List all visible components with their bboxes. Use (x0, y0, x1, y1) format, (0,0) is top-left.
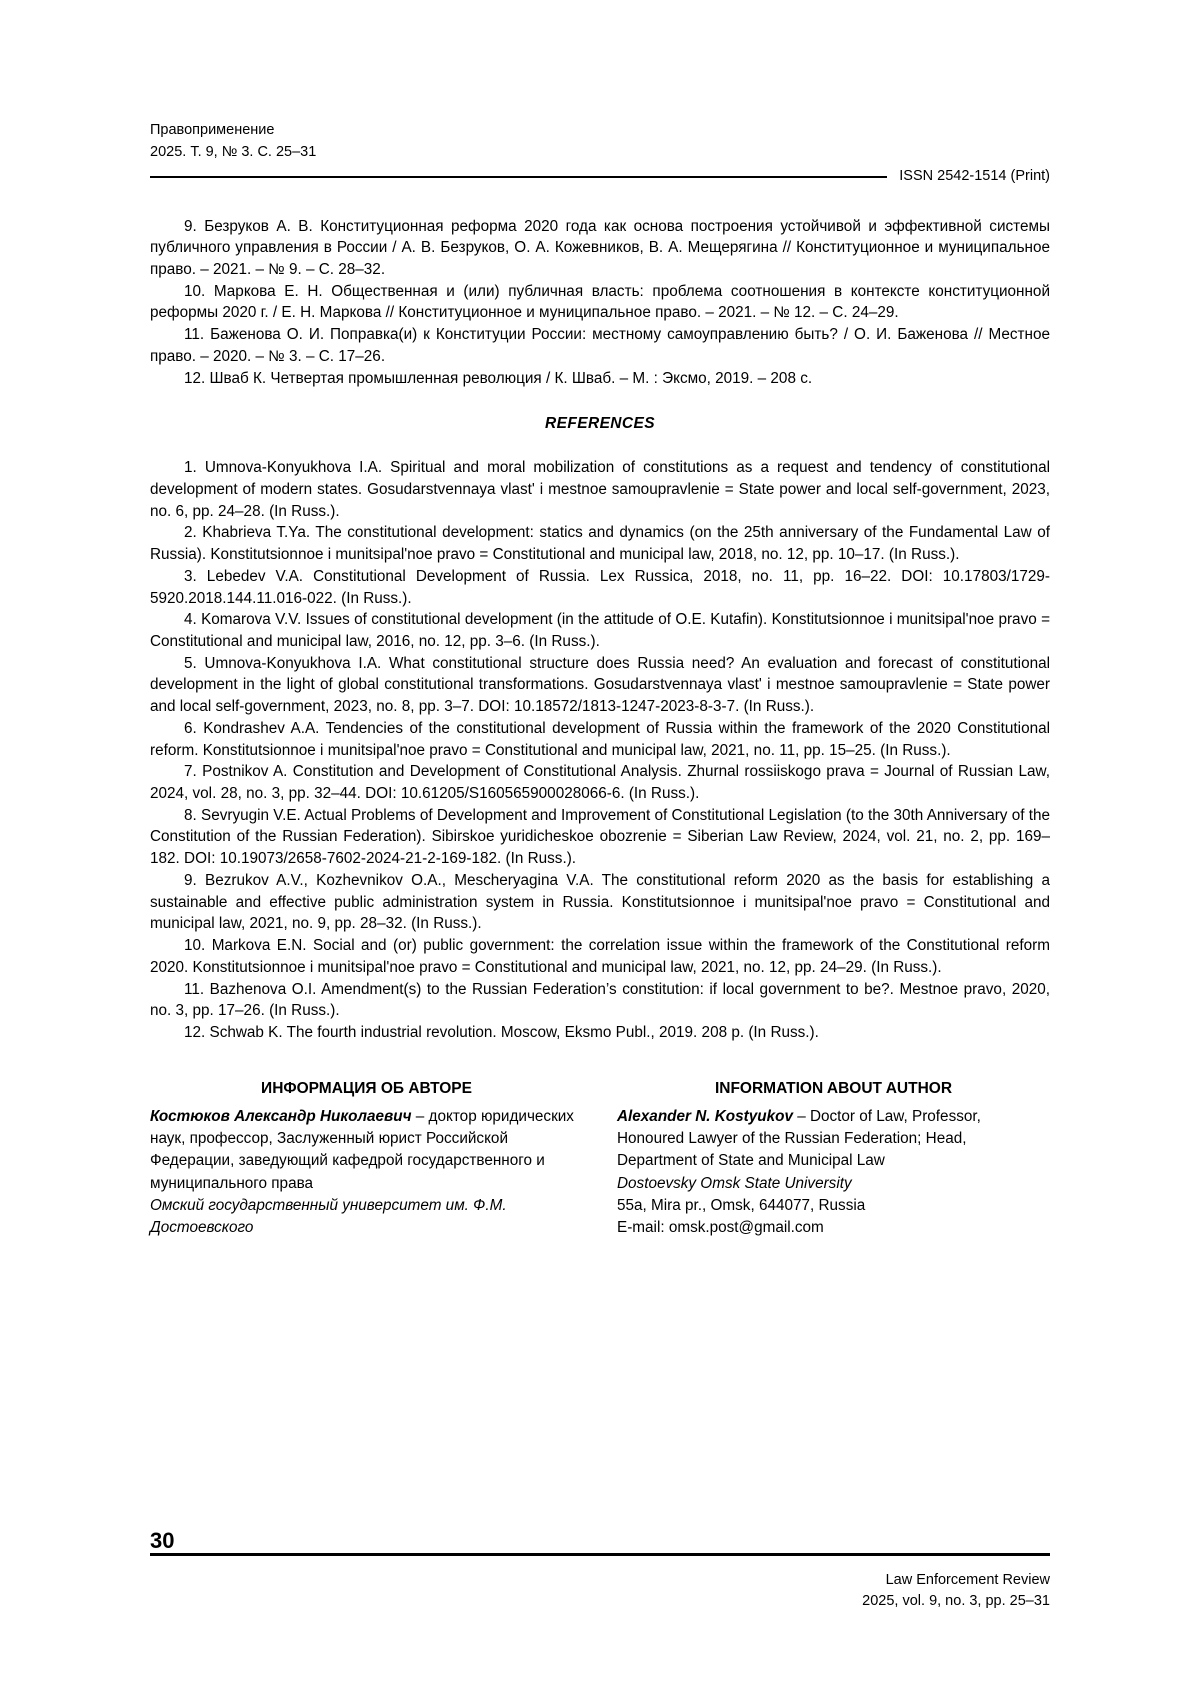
list-item (150, 653, 1050, 718)
reference-text: , 2023, no. 6, pp. 24–28. (In Russ.). (150, 480, 1051, 520)
reference-text: , 2021, no. 11, pp. 15–25. (In Russ.). (702, 741, 951, 759)
author-info-en (617, 1078, 1050, 1240)
reference-source-title: Sibirskoe yuridicheskoe obozrenie = Siberian Law Review (431, 828, 833, 846)
reference-source-title: Gosudarstvennaya vlast' i mestnoe samoupravlenie = State power and local self-government (367, 480, 1003, 498)
author-description-en: – Doctor of Law, Professor, Honoured Lawyer of the Russian Federation; Head, Department of State and Municipal Law (617, 1108, 981, 1170)
reference-text: , 2021, no. 9, pp. 28–32. (In Russ.). (240, 915, 482, 933)
references-heading: REFERENCES (545, 415, 655, 433)
issue-info-en: 2025, vol. 9, no. 3, pp. 25–31 (862, 1593, 1050, 1610)
reference-text: 10. Markova E.N. Social and (or) public government: the correlation issue within the framework of the Constitutional reform 2020. (150, 937, 1050, 976)
author-info-ru-body (150, 1106, 583, 1195)
reference-text: 5. Umnova-Konyukhova I.A. What constitutional structure does Russia need? An evaluation and forecast of constitutional development in the light of global constitutional transformations. (150, 654, 1050, 694)
journal-title-en: Law Enforcement Review (885, 1571, 1050, 1588)
list-item (150, 718, 1050, 761)
list-item (150, 609, 1050, 652)
author-description-ru: – доктор юридических наук, профессор, Заслуженный юрист Российской Федерации, заведующий кафедрой государственного и муниципального права (150, 1108, 574, 1192)
footer-journal-info (150, 1570, 1050, 1614)
author-info-en-title: INFORMATION ABOUT AUTHOR (714, 1079, 953, 1097)
reference-text: 12. Schwab K. (184, 1023, 287, 1041)
reference-text: 9. Bezrukov A.V., Kozhevnikov O.A., Mescheryagina V.A. The constitutional reform 2020 as the basis for establishing a sustainable and effective public administration system in Russia. (150, 871, 1050, 911)
reference-text: , 2024, vol. 21, no. 2, pp. 169–182. DOI: 10.19073/2658-7602-2024-21-2-169-182. (In Russ.). (150, 828, 1050, 868)
reference-source-title: Konstitutsionnoe i munitsipal'noe pravo = Constitutional and municipal law (150, 893, 1050, 933)
list-item: 12. Шваб К. Четвертая промышленная революция / К. Шваб. – М. : Эксмо, 2019. – 208 с. (184, 369, 813, 387)
list-item (150, 979, 1050, 1022)
reference-text: w, 2021, no. 12, pp. 24–29. (In Russ.). (682, 958, 942, 976)
reference-text: , 2020, no. 3, pp. 17–26. (In Russ.). (150, 980, 1050, 1020)
reference-source-title: Konstitutsionnoe i munitsipal'noe pravo = Constitutional and municipal law (202, 741, 703, 759)
author-address-en: 55a, Mira pr., Omsk, 644077, Russia (617, 1196, 866, 1214)
running-head (150, 120, 1050, 164)
reference-source-title: The fourth industrial revolution (286, 1023, 493, 1041)
reference-text: 7. Postnikov A. Constitution and Development of Constitutional Analysis. (184, 763, 688, 781)
author-name-ru: Костюков Александр Николаевич (150, 1108, 412, 1126)
list-item: 10. Маркова Е. Н. Общественная и (или) публичная власть: проблема соотношения в контексте конституционной реформы 2020 г. / Е. Н. Маркова // Конституционное и муниципальное право. – 2021. – № 12. – С. 24–29. (150, 282, 1050, 322)
reference-text: , 2023, no. 8, pp. 3–7. DOI: 10.18572/1813-1247-2023-8-3-7. (In Russ.). (325, 698, 815, 716)
reference-text: 2. Khabrieva T.Ya. The constitutional development: statics and dynamics (on the 25th anniversary of the Fundamental Law of Russia). (150, 524, 1050, 564)
list-item (150, 522, 1050, 565)
reference-text: 8. Sevryugin V.E. Actual Problems of Development and Improvement of Constitutional Legislation (to the 30th Anniversary of the Constitution of the Russian Federation). (150, 806, 1050, 846)
list-item (150, 935, 1050, 978)
list-item (150, 870, 1050, 935)
list-item (150, 761, 1050, 804)
author-information (150, 1078, 1050, 1240)
reference-text: 3. Lebedev V.A. Constitutional Development of Russia. (184, 567, 600, 585)
reference-source-title: Lex Russica (599, 567, 690, 585)
reference-text: , 2018, no. 11, pp. 16–22. DOI: 10.17803/1729-5920.2018.144.11.016-022. (In Russ.). (150, 567, 1050, 607)
header-rule-row (150, 166, 1050, 192)
reference-text: 6. Kondrashev A.A. Tendencies of the constitutional development of Russia within the framework of the 2020 Constitutional reform. (150, 719, 1050, 759)
reference-source-title: Mestnoe pravo (899, 980, 1002, 998)
reference-text: 11. Bazhenova O.I. Amendment(s) to the Russian Federation’s constitution: if local government to be?. (184, 980, 900, 998)
reference-text: , 2024, vol. 28, no. 3, pp. 32–44. DOI: 10.61205/S160565900028066-6. (In Russ.). (150, 763, 1050, 803)
reference-text: . Moscow, Eksmo Publ., 2019. 208 p. (In Russ.). (492, 1023, 819, 1041)
reference-source-title: Gosudarstvennaya vlast' i mestnoe samoupravlenie = State power and local self-government (150, 676, 1050, 716)
reference-source-title: Konstitutsionnoe i munitsipal'noe pravo = Constitutional and municipal law (210, 546, 711, 564)
author-info-ru-title: ИНФОРМАЦИЯ ОБ АВТОРЕ (261, 1079, 472, 1097)
reference-source-title: Zhurnal rossiiskogo prava = Journal of Russian Law (687, 763, 1046, 781)
issue-info-ru: 2025. Т. 9, № 3. С. 25–31 (150, 143, 317, 160)
reference-source-title: Konstitutsionnoe i munitsipal'noe pravo = Constitutional and municipal law (150, 611, 1050, 650)
reference-source-title: Konstitutsionnoe i munitsipal'noe pravo = Constitutional and municipal la (192, 958, 683, 976)
list-item: 11. Баженова О. И. Поправка(и) к Конституции России: местному самоуправлению быть? / О. И. Баженова // Местное право. – 2020. – № 3. – С. 17–26. (150, 326, 1050, 365)
list-item (150, 1022, 1050, 1044)
list-item (150, 566, 1050, 609)
issn-print: ISSN 2542-1514 (Print) (887, 166, 1050, 186)
list-item (150, 457, 1050, 522)
english-reference-list (150, 457, 1050, 1043)
list-item (150, 805, 1050, 870)
author-email-en[interactable]: E-mail: omsk.post@gmail.com (617, 1218, 824, 1236)
russian-reference-list (150, 216, 1050, 390)
reference-text: 1. Umnova-Konyukhova I.A. Spiritual and moral mobilization of constitutions as a request and tendency of constitutional development of modern states. (150, 459, 1050, 498)
footer-divider (150, 1527, 1050, 1556)
journal-title-ru: Правоприменение (150, 122, 275, 138)
list-item: 9. Безруков А. В. Конституционная реформа 2020 года как основа построения устойчивой и эффективной системы публичного управления в России / А. В. Безруков, О. А. Кожевников, В. А. Мещерягина // Конституционное и муниципальное право. – 2021. – № 9. – С. 28–32. (150, 217, 1050, 278)
author-affiliation-ru: Омский государственный университет им. Ф.М. Достоевского (150, 1196, 507, 1236)
author-affiliation-en: Dostoevsky Omsk State University (617, 1174, 852, 1192)
author-info-ru (150, 1078, 583, 1240)
author-name-en: Alexander N. Kostyukov (617, 1108, 793, 1126)
page-footer (150, 1527, 1050, 1613)
reference-text: , 2016, no. 12, pp. 3–6. (In Russ.). (367, 633, 600, 650)
reference-text: 4. Komarova V.V. Issues of constitutional development (in the attitude of O.E. Kutafin). (184, 611, 772, 629)
page-number: 30 (150, 1530, 184, 1552)
reference-text: , 2018, no. 12, pp. 10–17. (In Russ.). (710, 546, 960, 564)
author-info-en-body (617, 1106, 1050, 1173)
